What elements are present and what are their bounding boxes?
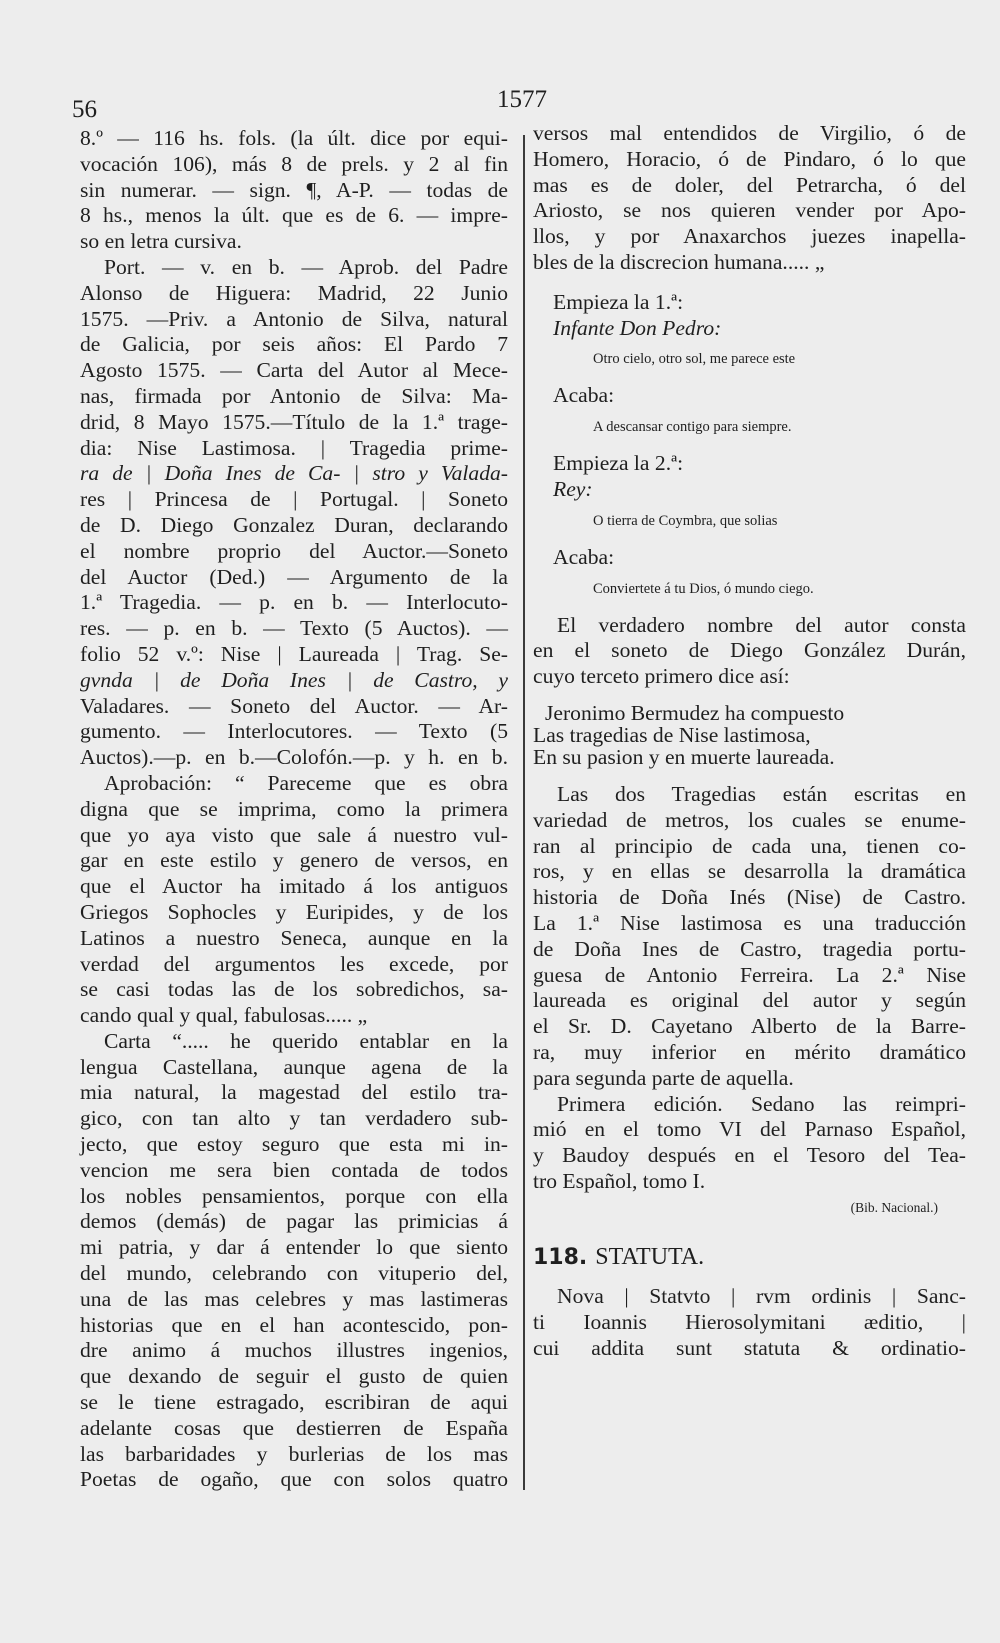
text-line: Griegos Sophocles y Euripides, y de los bbox=[80, 899, 508, 924]
text-line: mió en el tomo VI del Parnaso Español, bbox=[533, 1117, 966, 1142]
text-line: ros, y en ellas se desarrolla la dramática bbox=[533, 859, 966, 884]
text-line: ran al principio de cada una, tienen co- bbox=[533, 833, 966, 858]
text-line: Auctos).—p. en b.—Colofón.—p. y h. en b. bbox=[80, 745, 508, 770]
text-line: ra, muy inferior en mérito dramático bbox=[533, 1039, 966, 1064]
text-line: ti Ioannis Hierosolymitani æditio, | bbox=[533, 1310, 966, 1335]
text-line: y Baudoy después en el Tesoro del Tea- bbox=[533, 1143, 966, 1168]
verse-label: Empieza la 2.ª: bbox=[553, 451, 684, 476]
verse-line: O tierra de Coymbra, que solias bbox=[593, 512, 778, 529]
text-line: nas, firmada por Antonio de Silva: Ma- bbox=[80, 383, 508, 408]
library-note: (Bib. Nacional.) bbox=[850, 1199, 938, 1215]
entry-title: STATUTA. bbox=[595, 1243, 705, 1270]
text-line: de D. Diego Gonzalez Duran, declarando bbox=[80, 512, 508, 537]
text-line: en el soneto de Diego González Durán, bbox=[533, 638, 966, 663]
text-line: sin numerar. — sign. ¶, A-P. — todas de bbox=[80, 177, 508, 202]
text-line: mia natural, la magestad del estilo tra- bbox=[80, 1080, 508, 1105]
text-line: res | Princesa de | Portugal. | Soneto bbox=[80, 487, 508, 512]
page-number: 56 bbox=[72, 96, 97, 123]
text-line: so en letra cursiva. bbox=[80, 229, 242, 254]
text-line: que yo aya visto que sale á nuestro vul- bbox=[80, 822, 508, 847]
verse-line: Otro cielo, otro sol, me parece este bbox=[593, 351, 796, 368]
text-line: El verdadero nombre del autor consta bbox=[557, 612, 966, 637]
text-line: digna que se imprima, como la primera bbox=[80, 796, 508, 821]
text-line: Aprobación: “ Pareceme que es obra bbox=[104, 770, 508, 795]
entry-number: 118. bbox=[533, 1244, 588, 1270]
entry-heading bbox=[533, 1245, 966, 1271]
text-line: drid, 8 Mayo 1575.—Título de la 1.ª trage- bbox=[80, 409, 508, 434]
text-line: res. — p. en b. — Texto (5 Auctos). — bbox=[80, 616, 508, 641]
left-column bbox=[80, 126, 508, 1493]
poem-line: Jeronimo Bermudez ha compuesto bbox=[545, 700, 845, 725]
text-line: Agosto 1575. — Carta del Autor al Mece- bbox=[80, 358, 508, 383]
text-line: el Sr. D. Cayetano Alberto de la Barre- bbox=[533, 1014, 966, 1039]
text-line: se le tiene estragado, escribiran de aqui bbox=[80, 1390, 508, 1415]
verse-speaker: Infante Don Pedro: bbox=[553, 315, 722, 340]
text-line: el nombre proprio del Auctor.—Soneto bbox=[80, 538, 508, 563]
text-line: Nova | Statvto | rvm ordinis | Sanc- bbox=[557, 1284, 966, 1309]
text-line: dia: Nise Lastimosa. | Tragedia prime- bbox=[80, 435, 508, 460]
text-line: del mundo, celebrando con vituperio del, bbox=[80, 1261, 508, 1286]
text-line: gumento. — Interlocutores. — Texto (5 bbox=[80, 719, 508, 744]
text-line: Alonso de Higuera: Madrid, 22 Junio bbox=[80, 280, 508, 305]
text-line: ra de | Doña Ines de Ca- | stro y Valada- bbox=[80, 461, 508, 486]
verse-line: A descansar contigo para siempre. bbox=[593, 419, 792, 436]
text-line: mi patria, y dar á entender lo que siento bbox=[80, 1235, 508, 1260]
text-line: de Galicia, por seis años: El Pardo 7 bbox=[80, 332, 508, 357]
text-line: para segunda parte de aquella. bbox=[533, 1065, 794, 1090]
text-line: cuyo terceto primero dice así: bbox=[533, 664, 790, 689]
text-line: cui addita sunt statuta & ordinatio- bbox=[533, 1335, 966, 1360]
poem-line: Las tragedias de Nise lastimosa, bbox=[533, 722, 811, 747]
verse-label: Empieza la 1.ª: bbox=[553, 289, 684, 314]
text-line: del Auctor (Ded.) — Argumento de la bbox=[80, 564, 508, 589]
text-line: de Doña Ines de Castro, tragedia portu- bbox=[533, 936, 966, 961]
text-line: que dexando de seguir el gusto de quien bbox=[80, 1364, 508, 1389]
sonnet-tercet bbox=[533, 702, 966, 768]
column-divider bbox=[523, 135, 525, 1490]
text-line: 8 hs., menos la últ. que es de 6. — impre- bbox=[80, 203, 508, 228]
quote-line: llos, y por Anaxarchos juezes inapella- bbox=[533, 224, 966, 249]
text-line: los nobles pensamientos, porque con ella bbox=[80, 1183, 508, 1208]
quote-line: versos mal entendidos de Virgilio, ó de bbox=[533, 121, 966, 145]
right-column bbox=[533, 121, 966, 1362]
text-line: Port. — v. en b. — Aprob. del Padre bbox=[104, 254, 508, 279]
text-line: gvnda | de Doña Ines | de Castro, y bbox=[80, 667, 508, 692]
text-line: una de las mas celebres y mas lastimeras bbox=[80, 1286, 508, 1311]
text-line: gar en este estilo y genero de versos, en bbox=[80, 848, 508, 873]
text-line: Poetas de ogaño, que con solos quatro bbox=[80, 1467, 508, 1492]
text-line: las barbaridades y burlerias de los mas bbox=[80, 1441, 508, 1466]
text-line: lengua Castellana, aunque agena de la bbox=[80, 1054, 508, 1079]
text-line: jecto, que estoy seguro que esta mi in- bbox=[80, 1132, 508, 1157]
quote-line: Homero, Horacio, ó de Pindaro, ó lo que bbox=[533, 146, 966, 171]
running-head-year: 1577 bbox=[497, 86, 547, 113]
text-line: 1575. —Priv. a Antonio de Silva, natural bbox=[80, 306, 508, 331]
text-line: demos (demás) de pagar las primicias á bbox=[80, 1209, 508, 1234]
text-line: vencion me sera bien contada de todos bbox=[80, 1157, 508, 1182]
text-line: se casi todas las de los sobredichos, sa- bbox=[80, 977, 508, 1002]
text-line: laureada es original del autor y según bbox=[533, 988, 966, 1013]
text-line: Las dos Tragedias están escritas en bbox=[557, 781, 966, 806]
text-line: guesa de Antonio Ferreira. La 2.ª Nise bbox=[533, 962, 966, 987]
text-line: verdad del argumentos les excede, por bbox=[80, 951, 508, 976]
text-line: cando qual y qual, fabulosas..... „ bbox=[80, 1003, 368, 1028]
quote-line: bles de la discrecion humana..... „ bbox=[533, 249, 825, 274]
verse-speaker: Rey: bbox=[553, 476, 593, 501]
text-line: adelante cosas que destierren de España bbox=[80, 1415, 508, 1440]
poem-line: En su pasion y en muerte laureada. bbox=[533, 744, 835, 769]
text-line: Carta “..... he querido entablar en la bbox=[104, 1028, 508, 1053]
text-line: La 1.ª Nise lastimosa es una traducción bbox=[533, 910, 966, 935]
text-line: Valadares. — Soneto del Auctor. — Ar- bbox=[80, 693, 508, 718]
text-line: 8.º — 116 hs. fols. (la últ. dice por equi- bbox=[80, 126, 508, 150]
quote-line: mas es de doler, del Petrarcha, ó del bbox=[533, 172, 966, 197]
text-line: vocación 106), más 8 de prels. y 2 al fin bbox=[80, 151, 508, 176]
quote-line: Ariosto, se nos quieren vender por Apo- bbox=[533, 198, 966, 223]
text-line: folio 52 v.º: Nise | Laureada | Trag. Se- bbox=[80, 641, 508, 666]
text-line: Latinos a nuestro Seneca, aunque en la bbox=[80, 925, 508, 950]
text-line: Primera edición. Sedano las reimpri- bbox=[557, 1091, 966, 1116]
text-line: historia de Doña Inés (Nise) de Castro. bbox=[533, 885, 966, 910]
text-line: 1.ª Tragedia. — p. en b. — Interlocuto- bbox=[80, 590, 508, 615]
text-line: historias que en el han acontescido, pon- bbox=[80, 1312, 508, 1337]
text-line: que el Auctor ha imitado á los antiguos bbox=[80, 874, 508, 899]
verse-label: Acaba: bbox=[553, 544, 615, 569]
verse-label: Acaba: bbox=[553, 383, 615, 408]
text-line: variedad de metros, los cuales se enume- bbox=[533, 807, 966, 832]
text-line: tro Español, tomo I. bbox=[533, 1168, 706, 1193]
verse-line: Conviertete á tu Dios, ó mundo ciego. bbox=[593, 580, 814, 597]
text-line: gico, con tan alto y tan verdadero sub- bbox=[80, 1106, 508, 1131]
text-line: dre animo á muchos illustres ingenios, bbox=[80, 1338, 508, 1363]
